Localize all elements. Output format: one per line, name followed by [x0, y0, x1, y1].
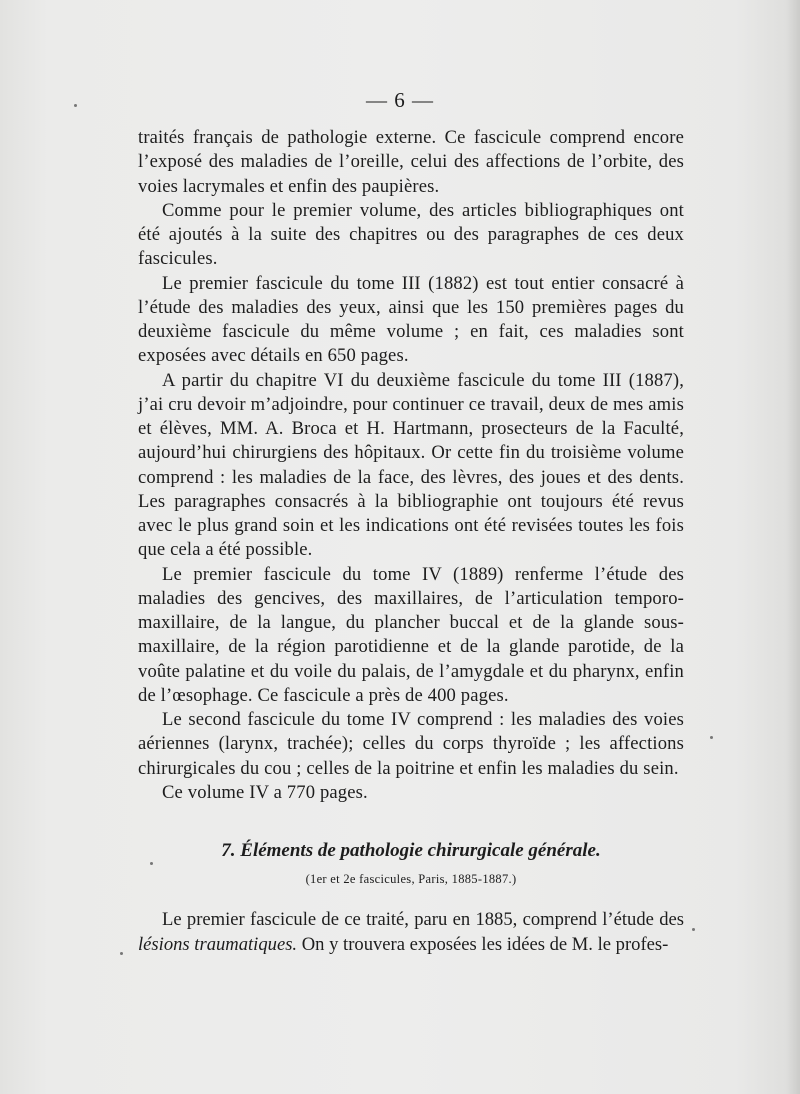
- intro-text-start: Le premier fascicule de ce traité, paru en 1885, comprend l’étude des: [162, 909, 684, 930]
- section-subtitle: (1er et 2e fascicules, Paris, 1885-1887.): [305, 872, 517, 886]
- scan-speck: [692, 928, 695, 931]
- scan-speck: [74, 104, 77, 107]
- section-intro: [138, 908, 684, 957]
- intro-text-italic: lésions traumatiques.: [138, 933, 298, 955]
- paragraph-tome-iv-first: Le premier fascicule du tome IV (1889) renferme l’étude des maladies des gencives, des maxillaires, de l’articulation temporo-maxillaire, de la langue, du plancher buccal et de la glande sous-maxillaire, de la région parotidienne et de la glande parotide, de la voûte palatine et du voile du palais, de l’amygdale et du pharynx, enfin de l’œsophage. Ce fascicule a près de 400 pages.: [138, 563, 684, 706]
- page-number: — 6 —: [366, 88, 434, 112]
- paragraph-volume-pages: Ce volume IV a 770 pages.: [162, 781, 368, 803]
- section-intro-paragraph: [138, 908, 684, 957]
- paragraph-continuation: traités français de pathologie externe. Ce fascicule comprend encore l’exposé des maladies de l’oreille, celui des affections de l’orbite, des voies lacrymales et enfin des paupières.: [138, 127, 684, 197]
- paragraph-collaborators: A partir du chapitre VI du deuxième fascicule du tome III (1887), j’ai cru devoir m’adjoindre, pour continuer ce travail, deux de mes amis et élèves, MM. A. Broca et H. Hartmann, prosecteurs de la Faculté, aujourd’hui chirurgiens des hôpitaux. Or cette fin du troisième volume comprend : les maladies de la face, des lèvres, des joues et des dents. Les paragraphes consacrés à la bibliographie ont toujours été revus avec le plus grand soin et les indications ont été revisées toutes les fois que cela a été possible.: [138, 369, 684, 561]
- paragraph-tome-iv-second: Le second fascicule du tome IV comprend : les maladies des voies aériennes (larynx, trachée); celles du corps thyroïde ; les affections chirurgicales du cou ; celles de la poitrine et enfin les maladies du sein.: [138, 709, 684, 779]
- intro-text-end: On y trouvera exposées les idées de M. le profes-: [297, 933, 669, 955]
- scan-speck: [120, 952, 123, 955]
- body-text: [138, 126, 684, 805]
- section-title: 7. Éléments de pathologie chirurgicale générale.: [221, 840, 601, 861]
- paragraph-bibliography: Comme pour le premier volume, des articles bibliographiques ont été ajoutés à la suite des chapitres ou des paragraphes de ces deux fascicules.: [138, 199, 684, 270]
- scan-speck: [150, 862, 153, 865]
- scan-speck: [710, 736, 713, 739]
- paragraph-tome-iii: Le premier fascicule du tome III (1882) est tout entier consacré à l’étude des maladies des yeux, ainsi que les 150 premières pages du deuxième fascicule du même volume ; en fait, ces maladies sont exposées avec détails en 650 pages.: [138, 272, 684, 367]
